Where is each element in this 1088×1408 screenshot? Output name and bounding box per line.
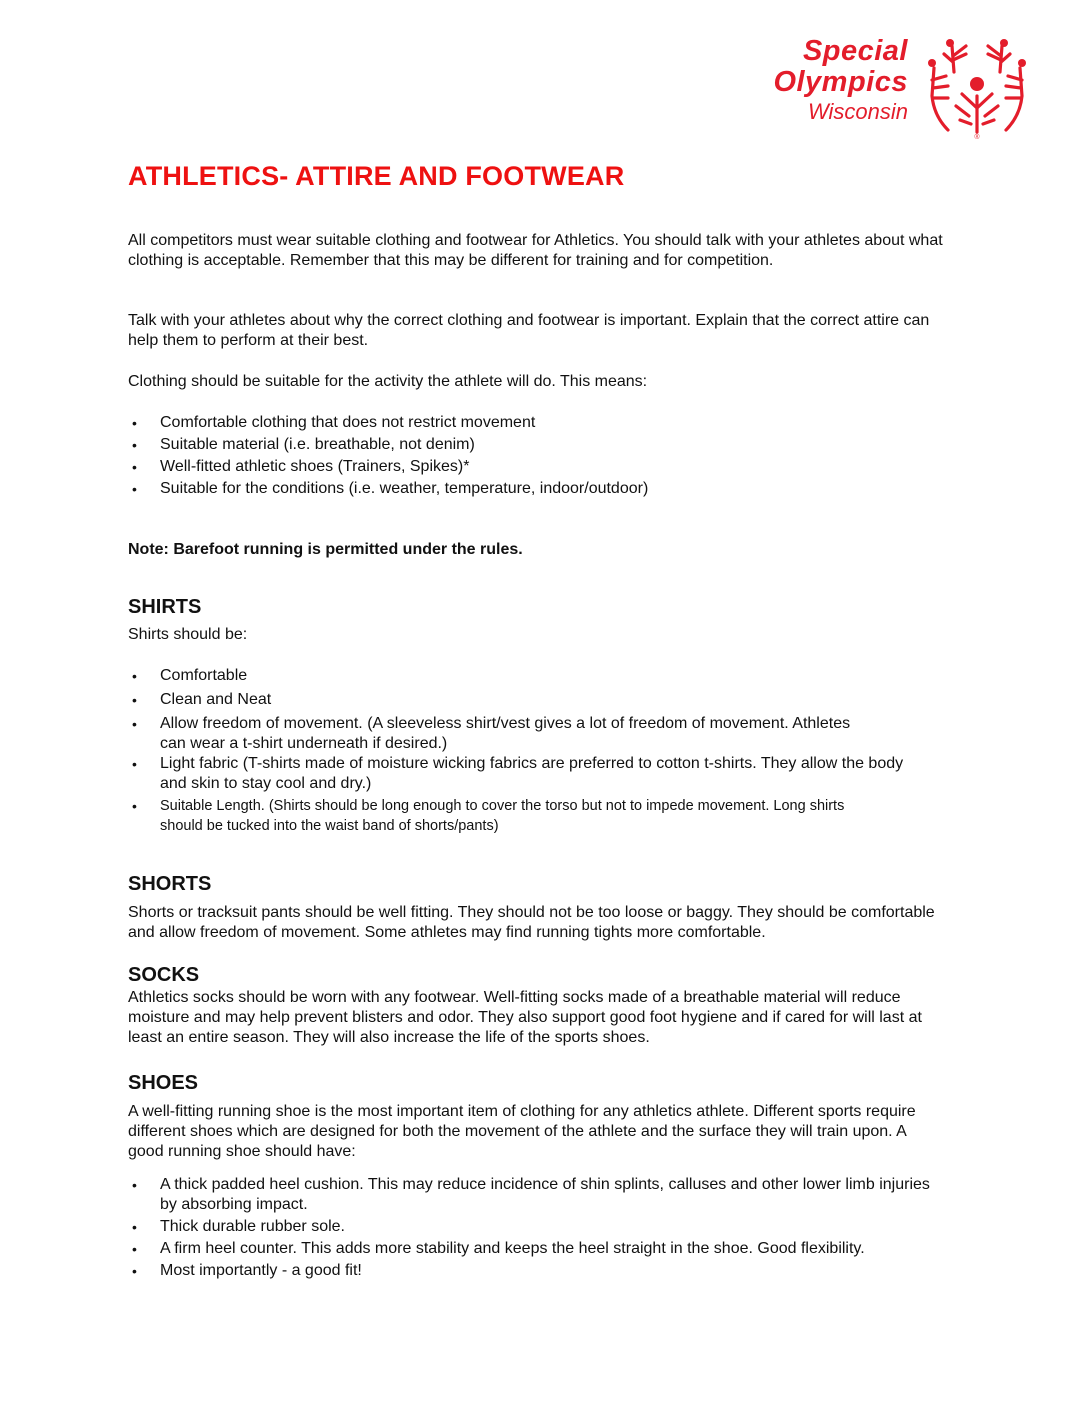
clothing-requirements-list <box>128 413 958 499</box>
shorts-paragraph: Shorts or tracksuit pants should be well fitting. They should not be too loose or baggy. They should be comfortable and allow freedom of movement. Some athletes may find running tights more comfortable. <box>128 904 935 941</box>
shoes-paragraph: A well-fitting running shoe is the most important item of clothing for any athletics athlete. Different sports require different shoes which are designed for both the movement of the athlete and the surface they will train upon. A good running shoe should have: <box>128 1103 916 1160</box>
list-item: • Well-fitted athletic shoes (Trainers, Spikes)* <box>128 457 958 477</box>
shirts-list-continued <box>128 796 958 836</box>
intro-paragraph-3: Clothing should be suitable for the activity the athlete will do. This means: <box>128 373 648 390</box>
list-item: • Suitable material (i.e. breathable, not denim) <box>128 435 958 455</box>
page-title: ATHLETICS- ATTIRE AND FOOTWEAR <box>128 161 625 191</box>
list-item: • Comfortable clothing that does not restrict movement <box>128 413 958 433</box>
shirts-lead: Shirts should be: <box>128 626 248 643</box>
list-item: • Suitable Length. (Shirts should be long enough to cover the torso but not to impede movement. Long shirts should be tucked into the waist band of shorts/pants) <box>128 796 890 836</box>
logo-line-olympics: Olympics <box>773 66 908 98</box>
socks-paragraph: Athletics socks should be worn with any footwear. Well-fitting socks made of a breathable material will reduce moisture and may help prevent blisters and odor. They also support good foot hygiene and if cared for will last at least an entire season. They will also increase the life of the sports shoes. <box>128 989 922 1046</box>
shorts-heading: SHORTS <box>128 873 212 895</box>
list-item: • Suitable for the conditions (i.e. weather, temperature, indoor/outdoor) <box>128 479 958 499</box>
special-olympics-figures-icon <box>924 36 1030 140</box>
list-item: • A firm heel counter. This adds more stability and keeps the heel straight in the shoe. Good flexibility. <box>128 1239 958 1259</box>
list-item: • Comfortable <box>128 666 958 686</box>
barefoot-note: Note: Barefoot running is permitted under the rules. <box>128 541 523 558</box>
shirts-list <box>128 666 958 796</box>
list-item: • Most importantly - a good fit! <box>128 1261 958 1281</box>
shirts-heading: SHIRTS <box>128 596 202 618</box>
logo-line-special: Special <box>802 35 908 67</box>
logo-wordmark <box>738 36 908 126</box>
intro-paragraph-1: All competitors must wear suitable clothing and footwear for Athletics. You should talk with your athletes about what clothing is acceptable. Remember that this may be different for training and for competition. <box>128 232 943 269</box>
logo-line-wisconsin: Wisconsin <box>807 99 908 124</box>
socks-heading: SOCKS <box>128 964 200 986</box>
shoes-heading: SHOES <box>128 1072 199 1094</box>
special-olympics-wisconsin-logo <box>738 36 1038 140</box>
intro-paragraph-2: Talk with your athletes about why the correct clothing and footwear is important. Explain that the correct attire can help them to perform at their best. <box>128 312 930 349</box>
list-item: • Thick durable rubber sole. <box>128 1217 958 1237</box>
list-item: • Light fabric (T-shirts made of moisture wicking fabrics are preferred to cotton t-shirts. They allow the body and skin to stay cool and dry.) <box>128 754 920 794</box>
list-item: • A thick padded heel cushion. This may reduce incidence of shin splints, calluses and other lower limb injuries by absorbing impact. <box>128 1175 930 1215</box>
list-item: • Allow freedom of movement. (A sleeveless shirt/vest gives a lot of freedom of movement. Athletes can wear a t-shirt underneath if desired.) <box>128 714 880 754</box>
svg-text:®: ® <box>974 134 980 140</box>
shoes-list <box>128 1175 958 1281</box>
logo-head <box>970 77 984 91</box>
list-item: • Clean and Neat <box>128 690 958 710</box>
